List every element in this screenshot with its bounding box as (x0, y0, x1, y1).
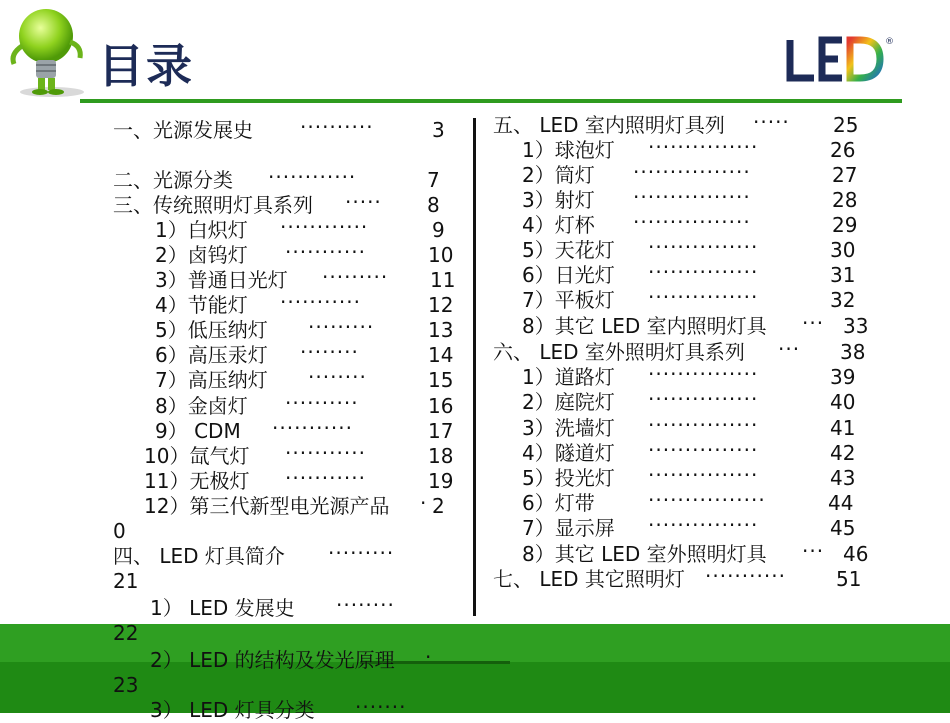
toc-entry-label: 2）筒灯 (522, 163, 595, 187)
lightbulb-mascot-icon (2, 2, 92, 98)
toc-entry-label: 三、传统照明灯具系列 (113, 193, 313, 217)
toc-page-number: 38 (840, 340, 866, 364)
toc-page-number: 7 (427, 168, 440, 192)
toc-entry-label: 2）卤钨灯 (155, 243, 248, 267)
toc-page-number: 27 (832, 163, 858, 187)
toc-leader-dots: ················ (633, 210, 751, 234)
toc-entry-label: 8）其它 LED 室内照明灯具 (522, 314, 767, 338)
toc-entry-label: 3）射灯 (522, 188, 595, 212)
toc-page-number: 41 (830, 416, 856, 440)
toc-page-number: 11 (430, 268, 456, 292)
toc-entry-label: 3）洗墙灯 (522, 416, 615, 440)
toc-leader-dots: ··········· (705, 564, 786, 588)
page-title: 目录 (98, 39, 194, 93)
toc-leader-dots: ··············· (648, 235, 759, 259)
toc-page-number: 13 (428, 318, 454, 342)
toc-page-number: 33 (843, 314, 869, 338)
toc-entry-label: 7）高压纳灯 (155, 368, 268, 392)
toc-entry-label: 1）白炽灯 (155, 218, 248, 242)
toc-leader-dots: ······· (355, 695, 407, 719)
toc-entry-label: 7）显示屏 (522, 516, 615, 540)
toc-leader-dots: · (420, 491, 428, 515)
toc-page-number: 45 (830, 516, 856, 540)
toc-entry-label: 3）普通日光灯 (155, 268, 288, 292)
registered-mark: ® (885, 37, 894, 47)
toc-page-number: 8 (427, 193, 440, 217)
toc-leader-dots: ·········· (300, 115, 374, 139)
toc-entry-label: 8）其它 LED 室外照明灯具 (522, 542, 767, 566)
led-logo (784, 34, 894, 84)
toc-entry-label: 4）灯杯 (522, 213, 595, 237)
toc-entry-label: 23 (113, 673, 139, 697)
toc-leader-dots: ··· (778, 337, 801, 361)
toc-entry-label: 六、 LED 室外照明灯具系列 (493, 340, 745, 364)
toc-entry-label: 6）灯带 (522, 491, 595, 515)
toc-entry-label: 8）金卤灯 (155, 394, 248, 418)
toc-entry-label: 5）投光灯 (522, 466, 615, 490)
toc-entry-label: 1）道路灯 (522, 365, 615, 389)
toc-leader-dots: ··············· (648, 438, 759, 462)
toc-page-number: 39 (830, 365, 856, 389)
toc-leader-dots: ············ (280, 215, 369, 239)
toc-leader-dots: ··············· (648, 135, 759, 159)
toc-page-number: 25 (833, 113, 859, 137)
toc-page-number: 14 (428, 343, 454, 367)
toc-page-number: 2 (432, 494, 445, 518)
toc-leader-dots: ··············· (648, 285, 759, 309)
toc-page-number: 43 (830, 466, 856, 490)
toc-leader-dots: ··· (802, 311, 825, 335)
toc-page-number: 15 (428, 368, 454, 392)
toc-entry-label: 3） LED 灯具分类 (150, 698, 315, 722)
toc-leader-dots: ········ (336, 593, 395, 617)
toc-leader-dots: ··········· (280, 290, 361, 314)
toc-page-number: 51 (836, 567, 862, 591)
toc-entry-label: 6）高压汞灯 (155, 343, 268, 367)
toc-leader-dots: ········ (308, 365, 367, 389)
toc-leader-dots: ··············· (648, 387, 759, 411)
toc-entry-label: 11）无极灯 (144, 469, 250, 493)
toc-entry-label: 四、 LED 灯具简介 (113, 544, 285, 568)
toc-entry-label: 12）第三代新型电光源产品 (144, 494, 390, 518)
toc-leader-dots: · (425, 645, 433, 669)
toc-page-number: 3 (432, 118, 445, 142)
toc-entry-label: 2） LED 的结构及发光原理 (150, 648, 395, 672)
toc-entry-label: 七、 LED 其它照明灯 (493, 567, 685, 591)
toc-leader-dots: ··········· (285, 441, 366, 465)
toc-leader-dots: ··············· (648, 260, 759, 284)
toc-page-number: 30 (830, 238, 856, 262)
toc-leader-dots: ············ (268, 165, 357, 189)
toc-leader-dots: ····· (753, 110, 790, 134)
toc-leader-dots: ··············· (648, 413, 759, 437)
toc-page-number: 31 (830, 263, 856, 287)
toc-entry-label: 二、光源分类 (113, 168, 233, 192)
toc-page-number: 29 (832, 213, 858, 237)
toc-entry-label: 1） LED 发展史 (150, 596, 295, 620)
toc-leader-dots: ········· (328, 541, 395, 565)
toc-entry-label: 2）庭院灯 (522, 390, 615, 414)
toc-leader-dots: ················ (648, 488, 766, 512)
toc-entry-label: 6）日光灯 (522, 263, 615, 287)
toc-leader-dots: ··········· (272, 416, 353, 440)
toc-entry-label: 7）平板灯 (522, 288, 615, 312)
toc-entry-label: 21 (113, 569, 139, 593)
toc-entry-label: 一、光源发展史 (113, 118, 253, 142)
toc-entry-label: 22 (113, 621, 139, 645)
toc-page-number: 12 (428, 293, 454, 317)
toc-page-number: 32 (830, 288, 856, 312)
toc-entry-label: 五、 LED 室内照明灯具列 (493, 113, 725, 137)
toc-page-number: 10 (428, 243, 454, 267)
toc-entry-label: 0 (113, 519, 126, 543)
column-divider (473, 118, 476, 616)
toc-page-number: 28 (832, 188, 858, 212)
footer-band-lower (0, 662, 950, 713)
toc-page-number: 17 (428, 419, 454, 443)
header-divider (80, 99, 902, 103)
toc-leader-dots: ··· (802, 539, 825, 563)
toc-page-number: 16 (428, 394, 454, 418)
toc-leader-dots: ··············· (648, 362, 759, 386)
toc-leader-dots: ········ (300, 340, 359, 364)
toc-page-number: 9 (432, 218, 445, 242)
toc-page-number: 26 (830, 138, 856, 162)
toc-page-number: 44 (828, 491, 854, 515)
toc-page-number: 19 (428, 469, 454, 493)
toc-entry-label: 9） CDM (155, 419, 241, 443)
toc-leader-dots: ········· (322, 265, 389, 289)
toc-entry-label: 10）氙气灯 (144, 444, 250, 468)
toc-leader-dots: ················ (633, 160, 751, 184)
toc-leader-dots: ················ (633, 185, 751, 209)
toc-leader-dots: ··············· (648, 463, 759, 487)
toc-leader-dots: ··············· (648, 513, 759, 537)
toc-leader-dots: ····· (345, 190, 382, 214)
toc-leader-dots: ·········· (285, 391, 359, 415)
toc-entry-label: 5）天花灯 (522, 238, 615, 262)
toc-entry-label: 1）球泡灯 (522, 138, 615, 162)
toc-leader-dots: ··········· (285, 240, 366, 264)
toc-page-number: 40 (830, 390, 856, 414)
toc-leader-dots: ········· (308, 315, 375, 339)
toc-entry-label: 4）隧道灯 (522, 441, 615, 465)
toc-entry-label: 5）低压纳灯 (155, 318, 268, 342)
toc-page-number: 46 (843, 542, 869, 566)
toc-leader-dots: ··········· (285, 466, 366, 490)
toc-page-number: 42 (830, 441, 856, 465)
toc-page-number: 18 (428, 444, 454, 468)
toc-entry-label: 4）节能灯 (155, 293, 248, 317)
